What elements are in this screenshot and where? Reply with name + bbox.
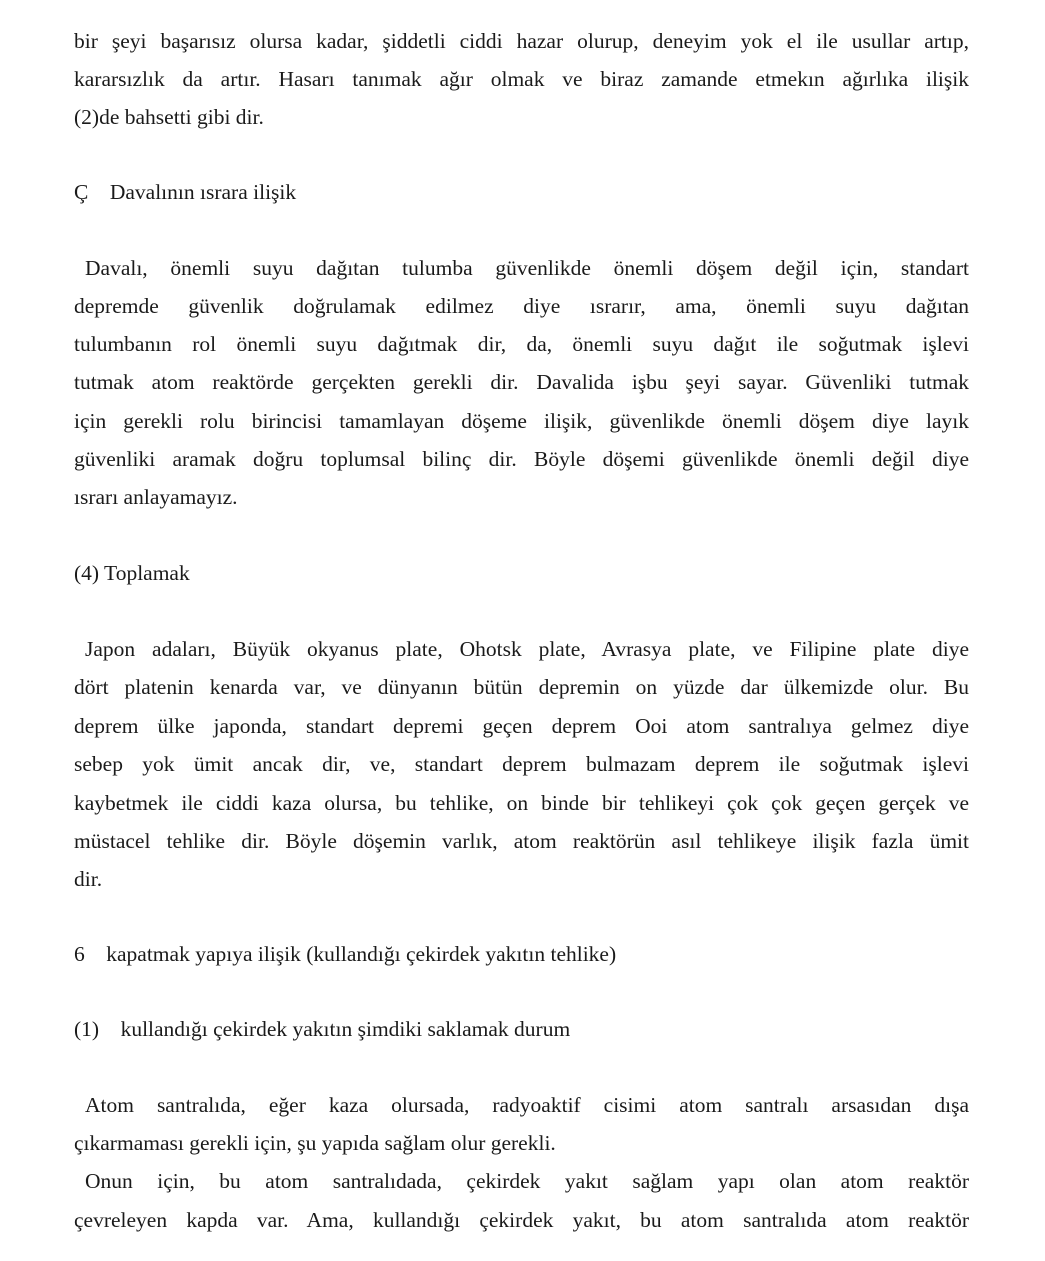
paragraph-line: sebep yok ümit ancak dir, ve, standart deprem bulmazam deprem ile soğutmak işlevi <box>74 752 969 776</box>
paragraph-line: bir şeyi başarısız olursa kadar, şiddetli ciddi hazar olurup, deneyim yok el ile usullar artıp, <box>74 29 969 53</box>
paragraph-line: çevreleyen kapda var. Ama, kullandığı çekirdek yakıt, bu atom santralıda atom reaktör <box>74 1208 969 1232</box>
paragraph-line: Onun için, bu atom santralıdada, çekirdek yakıt sağlam yapı olan atom reaktör <box>85 1169 969 1193</box>
paragraph-line: kararsızlık da artır. Hasarı tanımak ağır olmak ve biraz zamande etmekın ağırlıka ilişik <box>74 67 969 91</box>
paragraph-line: çıkarmaması gerekli için, şu yapıda sağlam olur gerekli. <box>74 1131 556 1155</box>
paragraph-line: Davalı, önemli suyu dağıtan tulumba güvenlikde önemli döşem değil için, standart <box>85 256 969 280</box>
paragraph-line: Japon adaları, Büyük okyanus plate, Ohotsk plate, Avrasya plate, ve Filipine plate diye <box>85 637 969 661</box>
paragraph-line: dir. <box>74 867 103 891</box>
paragraph-line: güvenliki aramak doğru toplumsal bilinç dir. Böyle döşemi güvenlikde önemli değil diye <box>74 447 969 471</box>
paragraph-line: müstacel tehlike dir. Böyle döşemin varlık, atom reaktörün asıl tehlikeye ilişik fazla ümit <box>74 829 969 853</box>
section-heading: Ç Davalının ısrara ilişik <box>74 180 297 204</box>
paragraph-line: kaybetmek ile ciddi kaza olursa, bu tehlike, on binde bir tehlikeyi çok çok geçen gerçek ve <box>74 791 969 815</box>
subsection-heading: (1) kullandığı çekirdek yakıtın şimdiki saklamak durum <box>74 1017 571 1041</box>
paragraph-line: deprem ülke japonda, standart depremi geçen deprem Ooi atom santralıya gelmez diye <box>74 714 969 738</box>
section-heading: 6 kapatmak yapıya ilişik (kullandığı çekirdek yakıtın tehlike) <box>74 942 617 966</box>
section-heading: (4) Toplamak <box>74 561 190 585</box>
paragraph-line: Atom santralıda, eğer kaza olursada, radyoaktif cisimi atom santralı arsasıdan dışa <box>85 1093 969 1117</box>
paragraph-line: tulumbanın rol önemli suyu dağıtmak dir, da, önemli suyu dağıt ile soğutmak işlevi <box>74 332 969 356</box>
paragraph-line: depremde güvenlik doğrulamak edilmez diye ısrarır, ama, önemli suyu dağıtan <box>74 294 969 318</box>
paragraph-line: tutmak atom reaktörde gerçekten gerekli dir. Davalida işbu şeyi sayar. Güvenliki tutmak <box>74 370 969 394</box>
paragraph-line: için gerekli rolu birincisi tamamlayan döşeme ilişik, güvenlikde önemli döşem diye layık <box>74 409 969 433</box>
paragraph-line: (2)de bahsetti gibi dir. <box>74 105 264 129</box>
paragraph-line: ısrarı anlayamayız. <box>74 485 238 509</box>
paragraph-line: dört platenin kenarda var, ve dünyanın bütün depremin on yüzde dar ülkemizde olur. Bu <box>74 675 969 699</box>
